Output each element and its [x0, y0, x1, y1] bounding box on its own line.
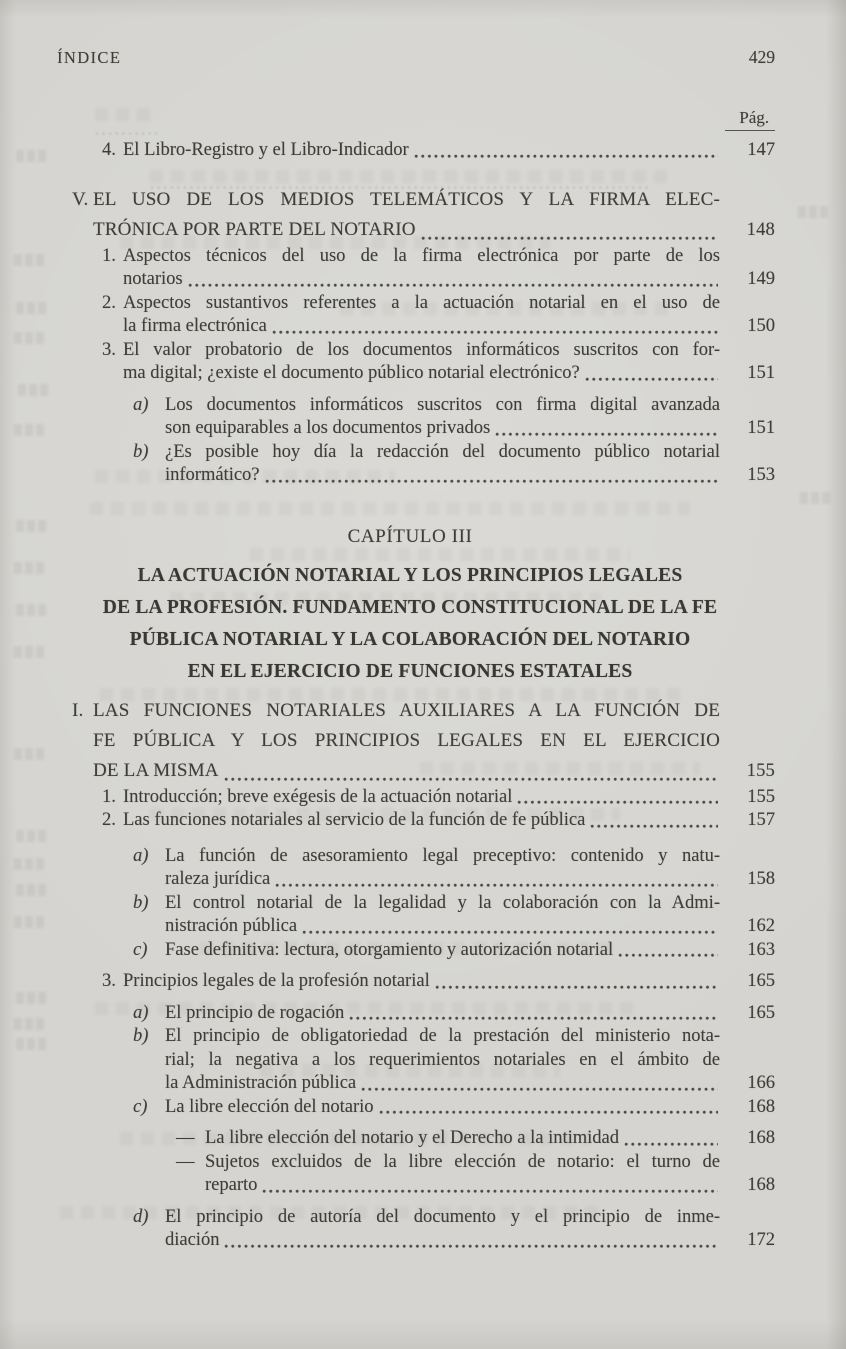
toc-body	[45, 139, 775, 1253]
entry-line: EL USO DE LOS MEDIOS TELEMÁTICOS Y LA FIRMA ELEC-	[93, 188, 720, 210]
entry-line: La libre elección del notario y el Derecho a la intimidad	[205, 1128, 620, 1148]
entry-page-number: 172	[747, 1230, 775, 1250]
entry-page-number: 162	[747, 916, 775, 936]
dot-leader	[361, 1086, 718, 1092]
toc-entry	[45, 939, 775, 963]
entry-text	[93, 185, 720, 245]
entry-last-line	[165, 868, 720, 892]
entry-marker: —	[176, 1151, 195, 1172]
entry-marker: 1.	[102, 245, 116, 266]
entry-marker: 3.	[102, 339, 116, 360]
dot-leader	[275, 882, 718, 888]
entry-line: Aspectos técnicos del uso de la firma electrónica por parte de los	[123, 245, 720, 266]
entry-page-number: 157	[747, 810, 775, 830]
dot-leader	[262, 1188, 718, 1194]
entry-last-line	[123, 139, 720, 163]
entry-page-number: 165	[747, 1002, 775, 1023]
entry-line: ma digital; ¿existe el documento público notarial electrónico?	[123, 363, 580, 383]
dot-leader	[590, 823, 718, 829]
entry-text	[205, 1127, 720, 1151]
chapter-title-line: PÚBLICA NOTARIAL Y LA COLABORACIÓN DEL NOTARIO	[129, 628, 691, 650]
entry-page-number: 150	[747, 316, 775, 336]
entry-text	[123, 292, 720, 339]
running-header-page-number: 429	[748, 47, 775, 67]
entry-page-number: 168	[747, 1128, 775, 1148]
entry-last-line	[165, 1229, 720, 1253]
dot-leader	[618, 952, 718, 958]
entry-marker: b)	[133, 892, 149, 913]
chapter-title-line: LA ACTUACIÓN NOTARIAL Y LOS PRINCIPIOS LEGALES	[137, 564, 683, 586]
entry-page-number: 158	[747, 869, 775, 889]
entry-line: Introducción; breve exégesis de la actuación notarial	[123, 786, 513, 807]
entry-line: nistración pública	[165, 916, 298, 936]
entry-line: El Libro-Registro y el Libro-Indicador	[123, 140, 409, 160]
dot-leader	[349, 1015, 718, 1021]
toc-entry	[45, 809, 775, 833]
chapter-heading	[45, 524, 775, 688]
entry-line: TRÓNICA POR PARTE DEL NOTARIO	[93, 218, 416, 240]
entry-last-line	[165, 1096, 720, 1120]
entry-last-line	[123, 809, 720, 833]
toc-entry	[45, 845, 775, 892]
entry-marker: c)	[133, 939, 148, 960]
entry-marker: a)	[133, 845, 149, 866]
entry-page-number: 166	[747, 1073, 775, 1093]
toc-entry	[45, 1025, 775, 1096]
entry-text	[123, 339, 720, 386]
entry-line: la firma electrónica	[123, 316, 267, 336]
entry-page-number: 168	[747, 1175, 775, 1195]
entry-last-line	[205, 1174, 720, 1198]
entry-line: El principio de rogación	[165, 1002, 345, 1023]
entry-text	[93, 696, 720, 786]
entry-last-line	[123, 362, 720, 386]
entry-line: FE PÚBLICA Y LOS PRINCIPIOS LEGALES EN EL EJERCICIO	[93, 729, 720, 751]
entry-marker: —	[176, 1128, 195, 1148]
toc-entry	[45, 1151, 775, 1198]
entry-line: LAS FUNCIONES NOTARIALES AUXILIARES A LA FUNCIÓN DE	[93, 699, 720, 721]
dot-leader	[379, 1109, 718, 1115]
entry-line: informático?	[165, 465, 260, 485]
entry-page-number: 168	[747, 1096, 775, 1117]
entry-page-number: 151	[747, 418, 775, 438]
toc-entry	[45, 185, 775, 245]
entry-text	[165, 845, 720, 892]
entry-page-number: 147	[747, 140, 775, 160]
entry-text	[123, 786, 720, 810]
entry-line: La función de asesoramiento legal preceptivo: contenido y natu-	[165, 845, 720, 866]
entry-page-number: 151	[747, 363, 775, 383]
entry-page-number: 165	[747, 971, 775, 991]
dot-leader	[495, 431, 718, 437]
entry-last-line	[123, 268, 720, 292]
entry-last-line	[165, 1072, 720, 1096]
chapter-title	[45, 560, 775, 688]
toc-entry	[45, 786, 775, 810]
entry-marker: c)	[133, 1096, 148, 1117]
running-header-title: ÍNDICE	[57, 48, 122, 67]
entry-last-line	[165, 939, 720, 963]
entry-last-line	[123, 970, 720, 994]
dot-leader	[265, 478, 718, 484]
entry-last-line	[123, 786, 720, 810]
entry-line: raleza jurídica	[165, 869, 271, 889]
entry-line: DE LA MISMA	[93, 759, 219, 781]
entry-page-number: 155	[746, 760, 775, 781]
entry-line: La libre elección del notario	[165, 1096, 374, 1117]
entry-marker: a)	[133, 394, 149, 415]
entry-line: son equiparables a los documentos privados	[165, 418, 491, 438]
entry-text	[165, 1206, 720, 1253]
entry-marker: d)	[133, 1206, 149, 1227]
entry-text	[165, 394, 720, 441]
entry-line: Fase definitiva: lectura, otorgamiento y autorización notarial	[165, 939, 614, 960]
page-column-label: Pág.	[725, 107, 775, 131]
toc-entry	[45, 292, 775, 339]
entry-marker: V.	[72, 188, 89, 210]
dot-leader	[585, 376, 718, 382]
entry-line: El principio de obligatoriedad de la prestación del ministerio nota-	[165, 1026, 720, 1046]
entry-last-line	[205, 1127, 720, 1151]
toc-entry	[45, 441, 775, 488]
entry-line: Las funciones notariales al servicio de la función de fe pública	[123, 810, 586, 830]
entry-line: Los documentos informáticos suscritos con firma digital avanzada	[165, 394, 720, 415]
toc-entry	[45, 394, 775, 441]
entry-last-line	[165, 417, 720, 441]
entry-line: El principio de autoría del documento y el principio de inme-	[165, 1206, 720, 1227]
entry-last-line	[165, 915, 720, 939]
entry-marker: b)	[133, 441, 149, 462]
page-column-header	[45, 107, 775, 131]
toc-entry	[45, 696, 775, 786]
entry-line: diación	[165, 1230, 220, 1250]
entry-line: reparto	[205, 1175, 258, 1195]
entry-line: Aspectos sustantivos referentes a la actuación notarial en el uso de	[123, 292, 720, 313]
entry-text	[165, 1025, 720, 1096]
entry-line: El control notarial de la legalidad y la colaboración con la Admi-	[165, 892, 720, 913]
entry-line: Sujetos excluidos de la libre elección de notario: el turno de	[205, 1151, 720, 1172]
toc-entry	[45, 1096, 775, 1120]
entry-text	[165, 441, 720, 488]
entry-marker: I.	[72, 699, 84, 721]
toc-entry	[45, 339, 775, 386]
entry-text	[205, 1151, 720, 1198]
entry-page-number: 149	[747, 269, 775, 289]
running-header	[45, 46, 775, 69]
entry-marker: a)	[133, 1002, 149, 1023]
entry-last-line	[165, 464, 720, 488]
toc-entry	[45, 1127, 775, 1151]
entry-last-line	[123, 315, 720, 339]
entry-text	[165, 1002, 720, 1026]
dot-leader	[224, 1243, 718, 1249]
entry-last-line	[93, 215, 720, 245]
dot-leader	[421, 235, 718, 241]
chapter-kicker: CAPÍTULO III	[347, 525, 473, 547]
entry-text	[165, 939, 720, 963]
entry-line: notarios	[123, 269, 183, 289]
entry-line: Principios legales de la profesión notarial	[123, 971, 430, 991]
dot-leader	[302, 929, 718, 935]
chapter-title-line: EN EL EJERCICIO DE FUNCIONES ESTATALES	[187, 660, 633, 682]
chapter-title-line: DE LA PROFESIÓN. FUNDAMENTO CONSTITUCIONAL DE LA FE	[102, 596, 718, 618]
dot-leader	[414, 153, 718, 159]
entry-text	[123, 245, 720, 292]
entry-last-line	[93, 756, 720, 786]
entry-page-number: 155	[747, 786, 775, 807]
entry-text	[165, 892, 720, 939]
entry-marker: 4.	[102, 140, 116, 160]
toc-entry	[45, 892, 775, 939]
dot-leader	[517, 799, 718, 805]
dot-leader	[624, 1141, 718, 1147]
toc-entry	[45, 1206, 775, 1253]
entry-marker: 1.	[102, 786, 116, 807]
entry-text	[123, 970, 720, 994]
entry-text	[165, 1096, 720, 1120]
entry-line: ¿Es posible hoy día la redacción del documento público notarial	[165, 441, 720, 462]
toc-entry	[45, 970, 775, 994]
dot-leader	[272, 329, 718, 335]
dot-leader	[224, 776, 718, 782]
entry-line: la Administración pública	[165, 1073, 357, 1093]
toc-entry	[45, 245, 775, 292]
toc-entry	[45, 139, 775, 163]
entry-marker: 2.	[102, 810, 116, 830]
dot-leader	[435, 984, 718, 990]
entry-text	[123, 139, 720, 163]
entry-page-number: 163	[747, 939, 775, 960]
entry-line: rial; la negativa a los requerimientos notariales en el ámbito de	[165, 1049, 720, 1070]
entry-line: El valor probatorio de los documentos informáticos suscritos con for-	[123, 339, 720, 360]
entry-marker: b)	[133, 1026, 149, 1046]
dot-leader	[188, 282, 718, 288]
entry-last-line	[165, 1002, 720, 1026]
entry-text	[123, 809, 720, 833]
entry-page-number: 148	[746, 219, 775, 240]
entry-marker: 2.	[102, 292, 116, 313]
entry-marker: 3.	[102, 971, 116, 991]
toc-entry	[45, 1002, 775, 1026]
entry-page-number: 153	[747, 465, 775, 485]
